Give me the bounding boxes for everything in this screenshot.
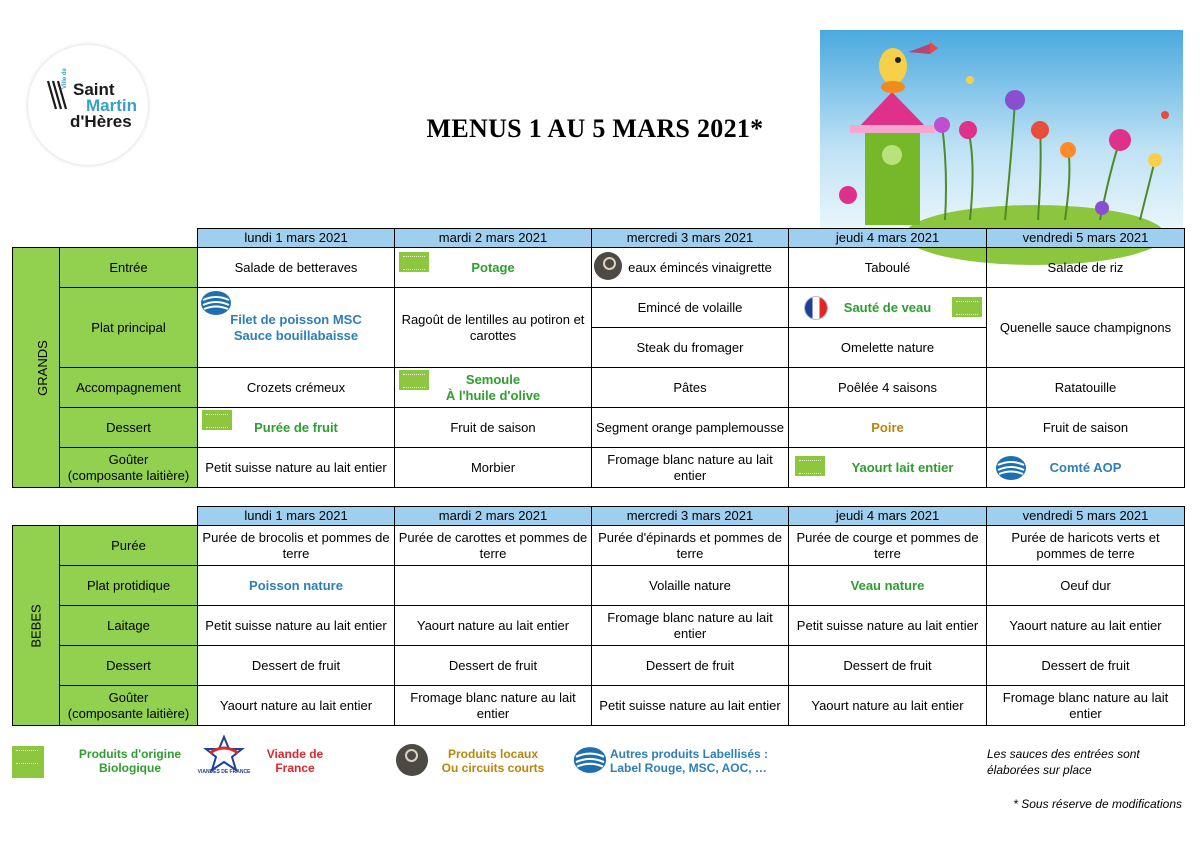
menu-cell: Dessert de fruit [198, 646, 395, 686]
menu-cell: Dessert de fruit [395, 646, 592, 686]
menu-cell: Yaourt nature au lait entier [395, 606, 592, 646]
day-header-lundi: lundi 1 mars 2021 [198, 229, 395, 248]
menu-cell: Oeuf dur [987, 566, 1185, 606]
menu-cell: Poire [789, 408, 987, 448]
menu-cell: Semoule À l'huile d'olive [395, 368, 592, 408]
menu-cell: Dessert de fruit [987, 646, 1185, 686]
menu-cell: Volaille nature [592, 566, 789, 606]
menu-cell: Poêlée 4 saisons [789, 368, 987, 408]
section-label-grands: GRANDS [13, 248, 60, 488]
menu-cell: eaux émincés vinaigrette [592, 248, 789, 288]
menu-cell: Segment orange pamplemousse [592, 408, 789, 448]
logo-line-1: Saint [73, 80, 115, 99]
bebes-menu-table [12, 506, 1185, 726]
menu-cell: Salade de riz [987, 248, 1185, 288]
menu-cell: Petit suisse nature au lait entier [198, 606, 395, 646]
menu-cell: Fruit de saison [395, 408, 592, 448]
menu-cell: Yaourt nature au lait entier [987, 606, 1185, 646]
menu-cell: Filet de poisson MSC Sauce bouillabaisse [198, 288, 395, 368]
spring-illustration [820, 30, 1183, 228]
menu-cell: Emincé de volaille [592, 288, 789, 328]
menu-cell: Omelette nature [789, 328, 987, 368]
menu-cell: Taboulé [789, 248, 987, 288]
legend-viande-france: Viande de France [266, 747, 324, 775]
row-label-plat-protidique: Plat protidique [60, 566, 198, 606]
row-label-entree: Entrée [60, 248, 198, 288]
aoc-label-icon [995, 455, 1027, 481]
day-header-vendredi: vendredi 5 mars 2021 [987, 507, 1185, 526]
france-flag-icon [805, 297, 827, 319]
msc-label-icon [200, 290, 232, 316]
labels-legend-icon [572, 746, 608, 774]
reserve-note: * Sous réserve de modifications [1013, 797, 1182, 811]
menu-cell: Yaourt nature au lait entier [198, 686, 395, 726]
bio-legend-icon [12, 746, 44, 778]
row-label-gouter: Goûter (composante laitière) [60, 448, 198, 488]
viandes-de-france-logo-text: VIANDES DE FRANCE [197, 769, 251, 775]
menu-cell: Petit suisse nature au lait entier [789, 606, 987, 646]
menu-cell: Quenelle sauce champignons [987, 288, 1185, 368]
menu-cell: Pâtes [592, 368, 789, 408]
menu-cell: Morbier [395, 448, 592, 488]
bio-label-icon [399, 252, 429, 272]
menu-cell: Veau nature [789, 566, 987, 606]
logo-ville: Ville de [62, 68, 68, 89]
menu-cell: Petit suisse nature au lait entier [592, 686, 789, 726]
menu-cell: Crozets crémeux [198, 368, 395, 408]
row-label-gouter: Goûter (composante laitière) [60, 686, 198, 726]
row-label-puree: Purée [60, 526, 198, 566]
menu-cell: Purée de haricots verts et pommes de terre [987, 526, 1185, 566]
menu-cell: Comté AOP [987, 448, 1185, 488]
bio-label-icon [795, 456, 825, 476]
menu-cell: Poisson nature [198, 566, 395, 606]
menu-cell: Yaourt nature au lait entier [789, 686, 987, 726]
day-header-mercredi: mercredi 3 mars 2021 [592, 229, 789, 248]
menu-cell: Fromage blanc nature au lait entier [987, 686, 1185, 726]
row-label-accompagnement: Accompagnement [60, 368, 198, 408]
menu-cell: Dessert de fruit [789, 646, 987, 686]
day-header-lundi: lundi 1 mars 2021 [198, 507, 395, 526]
logo-line-3: d'Hères [70, 112, 132, 131]
menu-cell: Purée de brocolis et pommes de terre [198, 526, 395, 566]
menu-cell: Yaourt lait entier [789, 448, 987, 488]
day-header-vendredi: vendredi 5 mars 2021 [987, 229, 1185, 248]
city-logo [28, 45, 148, 165]
row-label-dessert: Dessert [60, 408, 198, 448]
legend-bio: Produits d'origine Biologique [78, 747, 182, 775]
day-header-jeudi: jeudi 4 mars 2021 [789, 229, 987, 248]
day-header-mardi: mardi 2 mars 2021 [395, 229, 592, 248]
menu-cell: Ratatouille [987, 368, 1185, 408]
menu-cell: Fromage blanc nature au lait entier [592, 448, 789, 488]
local-legend-icon [396, 744, 428, 776]
menu-cell [395, 566, 592, 606]
menu-cell: Purée de carottes et pommes de terre [395, 526, 592, 566]
menu-cell: Sauté de veau [789, 288, 987, 328]
row-label-dessert: Dessert [60, 646, 198, 686]
menu-cell: Petit suisse nature au lait entier [198, 448, 395, 488]
menu-cell: Steak du fromager [592, 328, 789, 368]
menu-cell: Purée de fruit [198, 408, 395, 448]
page-title: MENUS 1 AU 5 MARS 2021* [426, 114, 764, 143]
menu-cell: Fromage blanc nature au lait entier [592, 606, 789, 646]
menu-cell: Dessert de fruit [592, 646, 789, 686]
viandes-de-france-icon [197, 735, 251, 775]
menu-cell: Fruit de saison [987, 408, 1185, 448]
row-label-laitage: Laitage [60, 606, 198, 646]
day-header-jeudi: jeudi 4 mars 2021 [789, 507, 987, 526]
legend-labels: Autres produits Labellisés : Label Rouge, MSC, AOC, … [610, 747, 769, 775]
day-header-mercredi: mercredi 3 mars 2021 [592, 507, 789, 526]
menu-cell: Purée de courge et pommes de terre [789, 526, 987, 566]
legend-local: Produits locaux Ou circuits courts [441, 747, 545, 775]
row-label-plat-principal: Plat principal [60, 288, 198, 368]
menu-cell: Salade de betteraves [198, 248, 395, 288]
bio-label-icon [952, 297, 982, 317]
menu-cell: Purée d'épinards et pommes de terre [592, 526, 789, 566]
grands-menu-table [12, 228, 1185, 488]
menu-cell: Ragoût de lentilles au potiron et carottes [395, 288, 592, 368]
logo-line-2: Martin [86, 96, 137, 115]
local-product-icon [594, 252, 622, 280]
menu-cell: Fromage blanc nature au lait entier [395, 686, 592, 726]
sauces-note: Les sauces des entrées sont élaborées sur place [987, 747, 1140, 777]
day-header-mardi: mardi 2 mars 2021 [395, 507, 592, 526]
bio-label-icon [399, 370, 429, 390]
menu-cell: Potage [395, 248, 592, 288]
bio-label-icon [202, 410, 232, 430]
section-label-bebes: BEBES [13, 526, 60, 726]
